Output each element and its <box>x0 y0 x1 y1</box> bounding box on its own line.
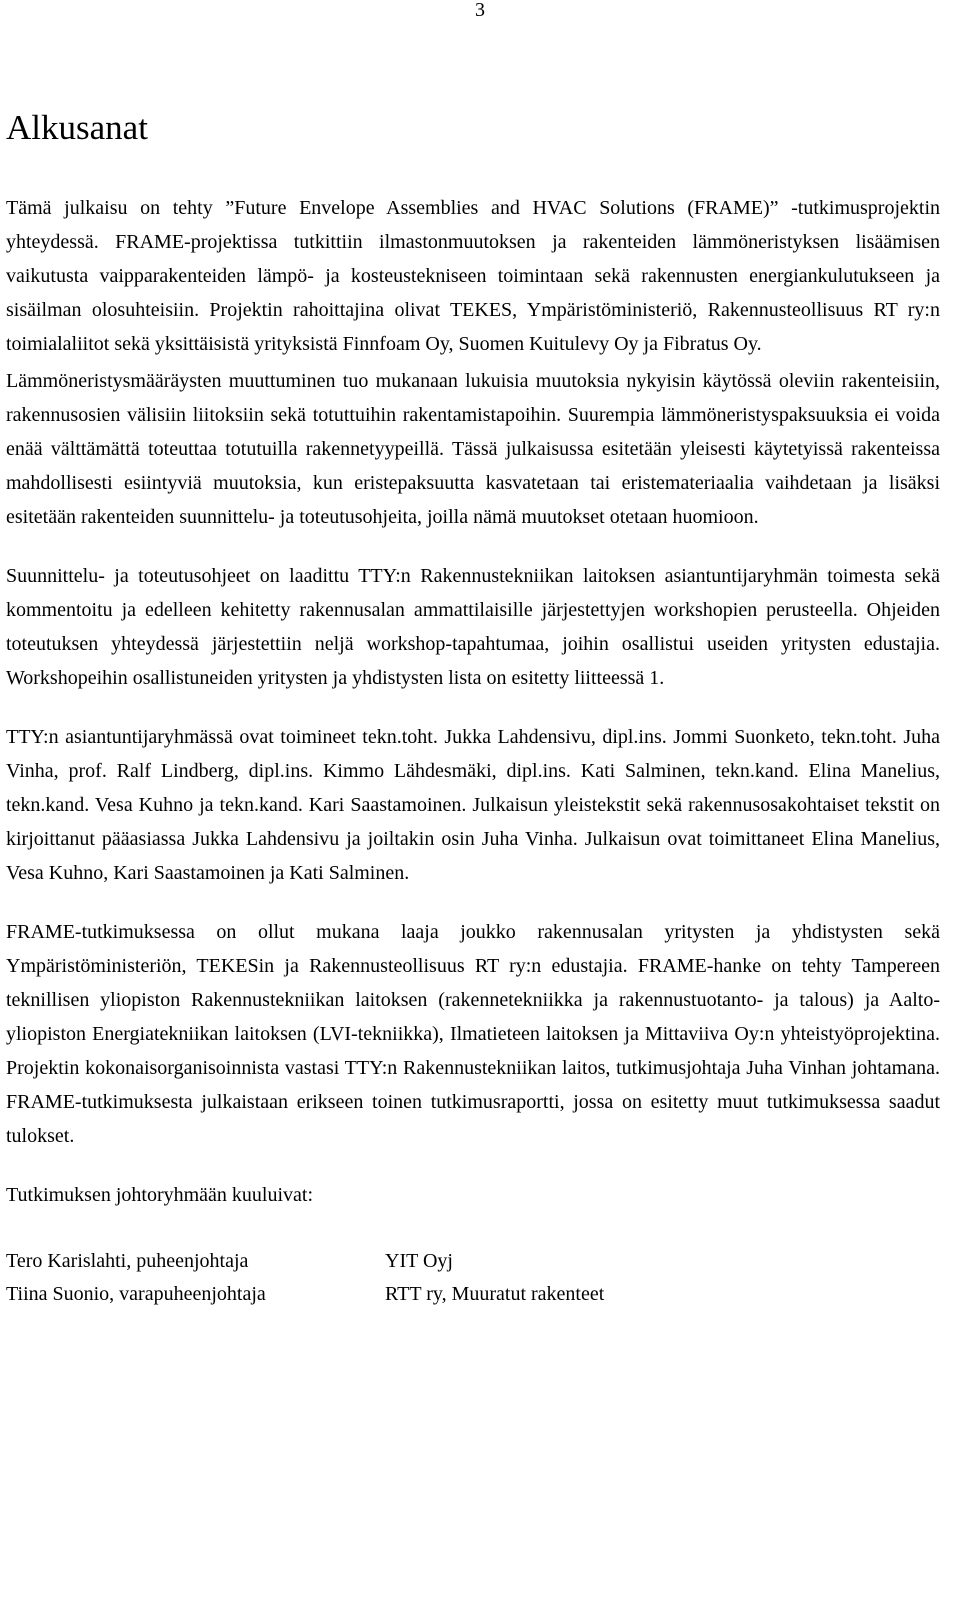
paragraph-intro: Tämä julkaisu on tehty ”Future Envelope Assemblies and HVAC Solutions (FRAME)” -tutkimusprojektin yhteydessä. FRAME-projektissa tutkittiin ilmastonmuutoksen ja rakenteiden lämmöneristyksen lisäämisen vaikutusta vaipparakenteiden lämpö- ja kosteustekniseen toimintaan sekä rakennusten energiankulutukseen ja sisäilman olosuhteisiin. Projektin rahoittajina olivat TEKES, Ympäristöministeriö, Rakennusteollisuus RT ry:n toimialaliitot sekä yksittäisistä yrityksistä Finnfoam Oy, Suomen Kuitulevy Oy ja Fibratus Oy. <box>6 197 940 355</box>
paragraph-frame-research: FRAME-tutkimuksessa on ollut mukana laaja joukko rakennusalan yritysten ja yhdistysten sekä Ympäristöministeriön, TEKESin ja Rakennusteollisuus RT ry:n edustajia. FRAME-hanke on tehty Tampereen teknillisen yliopiston Rakennustekniikan laitoksen (rakennetekniikka ja rakennustuotanto- ja talous) ja Aalto-yliopiston Energiatekniikan laitoksen (LVI-tekniikka), Ilmatieteen laitoksen ja Mittaviiva Oy:n yhteistyöprojektina. Projektin kokonaisorganisoinnista vastasi TTY:n Rakennustekniikan laitos, tutkimusjohtaja Juha Vinhan johtamana. FRAME-tutkimuksesta julkaistaan erikseen toinen tutkimusraportti, jossa on esitetty muut tutkimuksessa saadut tulokset. <box>6 921 940 1147</box>
paragraph-guidelines: Suunnittelu- ja toteutusohjeet on laadittu TTY:n Rakennustekniikan laitoksen asiantuntijaryhmän toimesta sekä kommentoitu ja edelleen kehitetty rakennusalan ammattilaisille järjestettyjen workshopien perusteella. Ohjeiden toteutuksen yhteydessä järjestettiin neljä workshop-tapahtumaa, joihin osallistui useiden yritysten edustajia. Workshopeihin osallistuneiden yritysten ja yhdistysten lista on esitetty liitteessä 1. <box>6 565 940 689</box>
member-organization: YIT Oyj <box>385 1250 453 1272</box>
member-name: Tero Karislahti, puheenjohtaja <box>6 1250 249 1272</box>
paragraph-steering-group: Tutkimuksen johtoryhmään kuuluivat: <box>6 1184 314 1206</box>
document-body <box>6 191 940 1311</box>
table-row <box>6 1245 604 1278</box>
paragraph-expert-group: TTY:n asiantuntijaryhmässä ovat toimineet tekn.toht. Jukka Lahdensivu, dipl.ins. Jommi Suonketo, tekn.toht. Juha Vinha, prof. Ralf Lindberg, dipl.ins. Kimmo Lähdesmäki, dipl.ins. Kati Salminen, tekn.kand. Elina Manelius, tekn.kand. Vesa Kuhno ja tekn.kand. Kari Saastamoinen. Julkaisun yleistekstit sekä rakennusosakohtaiset tekstit on kirjoittanut pääasiassa Jukka Lahdensivu ja joiltakin osin Juha Vinha. Julkaisun ovat toimittaneet Elina Manelius, Vesa Kuhno, Kari Saastamoinen ja Kati Salminen. <box>6 726 940 884</box>
table-row <box>6 1278 604 1311</box>
member-name: Tiina Suonio, varapuheenjohtaja <box>6 1283 266 1305</box>
page-number: 3 <box>475 0 485 21</box>
steering-group-table <box>6 1245 604 1311</box>
section-heading: Alkusanat <box>6 108 148 147</box>
paragraph-insulation: Lämmöneristysmääräysten muuttuminen tuo mukanaan lukuisia muutoksia nykyisin käytössä oleviin rakenteisiin, rakennusosien välisiin liitoksiin sekä totuttuihin rakentamistapoihin. Suurempia lämmöneristyspaksuuksia ei voida enää välttämättä toteuttaa totutuilla rakennetyypeillä. Tässä julkaisussa esitetään yleisesti käytetyissä rakenteissa mahdollisesti esiintyviä muutoksia, kun eristepaksuutta kasvatetaan tai eristemateriaalia vaihdetaan ja lisäksi esitetään rakenteiden suunnittelu- ja toteutusohjeita, joilla nämä muutokset otetaan huomioon. <box>6 370 940 528</box>
member-organization: RTT ry, Muuratut rakenteet <box>385 1283 605 1305</box>
